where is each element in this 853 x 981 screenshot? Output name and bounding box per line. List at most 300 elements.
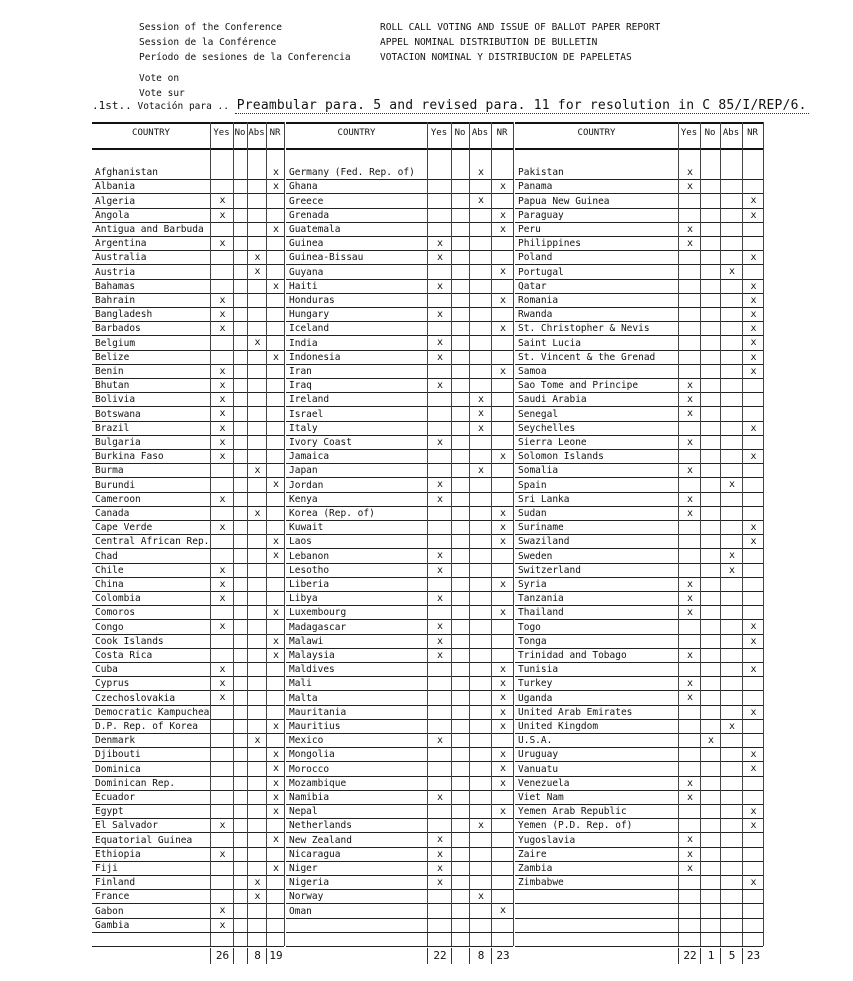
vote-mark-yes: x — [678, 222, 701, 236]
table-row — [515, 747, 763, 762]
vote-mark-nr: x — [742, 818, 764, 832]
vote-cell-abs — [469, 250, 492, 264]
vote-cell-no — [233, 861, 248, 875]
vote-cell-abs — [247, 577, 267, 591]
vote-cell-nr — [266, 662, 285, 676]
vote-mark-nr: x — [742, 634, 764, 648]
vote-cell-yes — [210, 548, 234, 562]
vote-mark-nr: x — [742, 279, 764, 293]
vote-mark-nr: x — [266, 477, 285, 491]
header-yes: Yes — [680, 128, 698, 138]
vote-mark-yes: x — [210, 918, 234, 932]
vote-cell-nr — [266, 918, 285, 932]
table-row — [286, 279, 513, 294]
vote-mark-yes: x — [210, 847, 234, 861]
table-row — [515, 165, 763, 180]
vote-cell-abs — [247, 776, 267, 790]
table-row — [286, 577, 513, 592]
vote-cell-no — [700, 804, 721, 818]
country-name: Guinea — [289, 238, 324, 250]
country-name: Senegal — [518, 408, 559, 420]
table-row — [92, 761, 284, 776]
vote-cell-no — [700, 378, 721, 392]
vote-mark-abs: x — [469, 421, 492, 435]
vote-cell-no — [233, 378, 248, 392]
vote-mark-yes: x — [210, 690, 234, 704]
table-row — [286, 761, 513, 776]
country-name: Botswana — [95, 408, 141, 420]
country-name: Gabon — [95, 905, 124, 917]
country-name: Comoros — [95, 607, 136, 619]
vote-cell-yes — [427, 222, 452, 236]
table-row — [286, 208, 513, 223]
vote-mark-yes: x — [210, 492, 234, 506]
vote-cell-yes — [210, 889, 234, 903]
vote-cell-no — [451, 364, 470, 378]
vote-cell-no — [700, 350, 721, 364]
vote-cell-abs — [720, 648, 743, 662]
vote-cell-abs — [247, 222, 267, 236]
vote-cell-no — [451, 350, 470, 364]
header-no: No — [454, 128, 466, 138]
vote-cell-abs — [720, 492, 743, 506]
country-name: Kuwait — [289, 522, 324, 534]
vote-cell-abs — [720, 818, 743, 832]
vote-cell-abs — [469, 662, 492, 676]
country-name: U.S.A. — [518, 735, 553, 747]
vote-cell-abs — [720, 378, 743, 392]
total-yes: 22 — [427, 948, 452, 964]
vote-cell-nr — [266, 406, 285, 420]
vote-cell-nr — [742, 492, 764, 506]
vote-mark-yes: x — [210, 321, 234, 335]
vote-mark-yes: x — [210, 662, 234, 676]
vote-cell-nr — [491, 563, 514, 577]
vote-cell-yes — [210, 776, 234, 790]
country-name: Gambia — [95, 919, 130, 931]
country-name: Malta — [289, 692, 318, 704]
vote-cell-abs — [247, 719, 267, 733]
vote-cell-abs — [247, 378, 267, 392]
vote-cell-no — [233, 903, 248, 917]
table-row — [92, 548, 284, 563]
total-nr: 19 — [266, 948, 285, 964]
country-name: Togo — [518, 621, 541, 633]
country-name: Israel — [289, 408, 324, 420]
table-row — [515, 463, 763, 478]
country-name: Romania — [518, 294, 559, 306]
vote-cell-no — [233, 350, 248, 364]
table-row — [286, 534, 513, 549]
empty-row — [515, 932, 763, 947]
vote-cell-no — [700, 676, 721, 690]
country-name: Indonesia — [289, 351, 341, 363]
table-row — [515, 690, 763, 705]
vote-cell-no — [233, 676, 248, 690]
table-row — [92, 875, 284, 890]
country-name: Mali — [289, 678, 312, 690]
vote-mark-yes: x — [427, 733, 452, 747]
country-name: Paraguay — [518, 209, 564, 221]
vote-mark-abs: x — [247, 463, 267, 477]
vote-cell-abs — [247, 179, 267, 193]
vote-mark-nr: x — [266, 790, 285, 804]
vote-cell-no — [451, 690, 470, 704]
vote-cell-abs — [469, 307, 492, 321]
vote-cell-no — [233, 662, 248, 676]
table-row — [92, 421, 284, 436]
vote-cell-abs — [720, 208, 743, 222]
country-name: Bahrain — [95, 294, 136, 306]
vote-mark-yes: x — [210, 903, 234, 917]
table-row — [286, 335, 513, 350]
vote-cell-no — [451, 321, 470, 335]
header-abs: Abs — [471, 128, 489, 138]
country-name: Nepal — [289, 806, 318, 818]
vote-cell-yes — [678, 634, 701, 648]
vote-cell-yes — [678, 548, 701, 562]
vote-mark-yes: x — [210, 435, 234, 449]
vote-mark-yes: x — [427, 492, 452, 506]
table-row — [92, 307, 284, 322]
totals-row — [92, 948, 284, 964]
vote-cell-yes — [210, 165, 234, 179]
country-name: Suriname — [518, 522, 564, 534]
vote-cell-nr — [742, 222, 764, 236]
country-name: Fiji — [95, 862, 118, 874]
table-row — [515, 392, 763, 407]
vote-cell-yes — [427, 392, 452, 406]
table-row — [286, 463, 513, 478]
vote-cell-nr — [266, 492, 285, 506]
vote-cell-no — [233, 818, 248, 832]
vote-mark-yes: x — [210, 449, 234, 463]
country-name: Cook Islands — [95, 635, 164, 647]
country-name: Lebanon — [289, 550, 330, 562]
vote-cell-abs — [469, 208, 492, 222]
table-row — [515, 676, 763, 691]
table-row — [286, 236, 513, 251]
vote-cell-no — [451, 193, 470, 207]
header-nr: NR — [269, 128, 281, 138]
table-row — [92, 577, 284, 592]
table-row — [286, 250, 513, 265]
total-yes: 22 — [678, 948, 701, 964]
vote-cell-yes — [210, 705, 234, 719]
vote-cell-abs — [720, 690, 743, 704]
country-name: Belgium — [95, 337, 136, 349]
vote-cell-no — [451, 875, 470, 889]
country-name: D.P. Rep. of Korea — [95, 720, 198, 732]
vote-cell-no — [451, 463, 470, 477]
vote-cell-no — [233, 520, 248, 534]
vote-cell-abs — [720, 619, 743, 633]
vote-cell-abs — [247, 648, 267, 662]
vote-cell-abs — [720, 421, 743, 435]
table-row — [515, 321, 763, 336]
vote-cell-no — [233, 832, 248, 846]
country-name: Cameroon — [95, 493, 141, 505]
vote-mark-abs: x — [469, 818, 492, 832]
vote-cell-nr — [266, 705, 285, 719]
country-name: Italy — [289, 422, 318, 434]
table-row — [286, 179, 513, 194]
vote-cell-nr — [266, 847, 285, 861]
vote-cell-abs — [720, 676, 743, 690]
vote-cell-no — [700, 179, 721, 193]
vote-cell-abs — [469, 733, 492, 747]
vote-cell-abs — [247, 364, 267, 378]
vote-cell-yes — [678, 520, 701, 534]
vote-mark-nr: x — [742, 321, 764, 335]
vote-cell-nr — [742, 264, 764, 278]
vote-cell-nr — [491, 889, 514, 903]
table-row — [92, 818, 284, 833]
vote-cell-yes — [210, 733, 234, 747]
vote-subject: Preambular para. 5 and revised para. 11 for resolution in C 85/I/REP/6. — [236, 98, 807, 113]
table-row — [286, 307, 513, 322]
vote-cell-no — [451, 293, 470, 307]
vote-cell-nr — [742, 790, 764, 804]
country-name: Yemen (P.D. Rep. of) — [518, 820, 633, 832]
vote-cell-nr — [266, 733, 285, 747]
vote-mark-no: x — [700, 733, 721, 747]
vote-cell-yes — [427, 208, 452, 222]
table-row — [515, 477, 763, 492]
vote-cell-abs — [247, 165, 267, 179]
vote-mark-yes: x — [210, 293, 234, 307]
vote-cell-no — [451, 406, 470, 420]
vote-cell-nr — [491, 236, 514, 250]
vote-cell-abs — [720, 250, 743, 264]
country-name: Antigua and Barbuda — [95, 223, 204, 235]
vote-cell-abs — [469, 761, 492, 775]
vote-cell-no — [700, 193, 721, 207]
vote-cell-abs — [720, 705, 743, 719]
table-row — [286, 449, 513, 464]
vote-cell-abs — [247, 392, 267, 406]
table-row — [515, 307, 763, 322]
vote-mark-yes: x — [678, 577, 701, 591]
vote-mark-yes: x — [427, 875, 452, 889]
vote-cell-abs — [720, 747, 743, 761]
country-name: Zaire — [518, 848, 547, 860]
vote-mark-nr: x — [742, 747, 764, 761]
vote-cell-nr — [742, 165, 764, 179]
vote-cell-abs — [469, 690, 492, 704]
vote-cell-no — [700, 449, 721, 463]
vote-cell-yes — [427, 293, 452, 307]
vote-cell-nr — [266, 392, 285, 406]
vote-ordinal: .1st.. — [92, 99, 132, 112]
vote-cell-yes — [210, 761, 234, 775]
country-name: Portugal — [518, 266, 564, 278]
table-row — [92, 832, 284, 847]
country-name: Japan — [289, 465, 318, 477]
vote-cell-no — [451, 236, 470, 250]
country-name: Central African Rep. — [95, 536, 209, 548]
vote-cell-yes — [678, 705, 701, 719]
vote-cell-abs — [469, 321, 492, 335]
country-name: El Salvador — [95, 820, 158, 832]
vote-cell-yes — [678, 733, 701, 747]
table-row — [515, 761, 763, 776]
vote-mark-yes: x — [678, 847, 701, 861]
vote-cell-abs — [469, 747, 492, 761]
vote-cell-nr — [266, 875, 285, 889]
vote-cell-no — [451, 279, 470, 293]
vote-cell-abs — [247, 903, 267, 917]
country-name: Korea (Rep. of) — [289, 507, 375, 519]
vote-mark-abs: x — [720, 719, 743, 733]
vote-cell-no — [233, 364, 248, 378]
vote-cell-no — [233, 236, 248, 250]
vote-cell-no — [451, 506, 470, 520]
vote-cell-yes — [427, 719, 452, 733]
vote-cell-no — [233, 591, 248, 605]
country-name: Zimbabwe — [518, 877, 564, 889]
vote-cell-no — [451, 804, 470, 818]
country-name: Panama — [518, 181, 553, 193]
country-name: Niger — [289, 862, 318, 874]
country-name: Pakistan — [518, 167, 564, 179]
vote-cell-nr — [266, 250, 285, 264]
vote-cell-abs — [720, 293, 743, 307]
table-row — [515, 875, 763, 890]
vote-cell-nr — [491, 790, 514, 804]
vote-cell-no — [700, 506, 721, 520]
table-row — [286, 477, 513, 492]
vote-cell-no — [451, 548, 470, 562]
vote-cell-nr — [742, 690, 764, 704]
vote-cell-nr — [266, 378, 285, 392]
vote-cell-no — [700, 563, 721, 577]
vote-cell-abs — [720, 392, 743, 406]
vote-cell-no — [233, 804, 248, 818]
country-name: Mexico — [289, 735, 324, 747]
vote-cell-nr — [266, 435, 285, 449]
vote-cell-abs — [720, 875, 743, 889]
vote-cell-no — [233, 719, 248, 733]
vote-cell-yes — [427, 449, 452, 463]
country-name: Burkina Faso — [95, 451, 164, 463]
vote-cell-nr — [742, 861, 764, 875]
vote-cell-no — [451, 847, 470, 861]
vote-cell-abs — [247, 662, 267, 676]
vote-cell-nr — [491, 435, 514, 449]
vote-cell-yes — [678, 264, 701, 278]
total-nr: 23 — [491, 948, 514, 964]
vote-cell-nr — [491, 492, 514, 506]
vote-cell-no — [700, 847, 721, 861]
table-row — [92, 705, 284, 720]
vote-cell-yes — [678, 421, 701, 435]
vote-cell-no — [451, 421, 470, 435]
table-row — [286, 264, 513, 279]
vote-cell-yes — [427, 321, 452, 335]
vote-cell-nr — [266, 293, 285, 307]
vote-cell-nr — [491, 392, 514, 406]
country-name: Ghana — [289, 181, 318, 193]
vote-mark-nr: x — [742, 307, 764, 321]
empty-row — [92, 932, 284, 947]
table-row — [286, 648, 513, 663]
header-no: No — [234, 128, 246, 138]
vote-cell-yes — [427, 662, 452, 676]
vote-cell-nr — [266, 676, 285, 690]
table-row — [286, 747, 513, 762]
vote-mark-yes: x — [427, 548, 452, 562]
vote-mark-nr: x — [491, 449, 514, 463]
table-row — [92, 534, 284, 549]
table-row — [286, 563, 513, 578]
table-row — [515, 520, 763, 535]
vote-cell-abs — [469, 350, 492, 364]
country-name: Thailand — [518, 607, 564, 619]
vote-cell-abs — [247, 818, 267, 832]
table-row — [286, 790, 513, 805]
country-name: Costa Rica — [95, 649, 153, 661]
vote-cell-no — [233, 634, 248, 648]
vote-mark-yes: x — [210, 364, 234, 378]
table-row — [92, 264, 284, 279]
vote-cell-abs — [720, 321, 743, 335]
empty-row — [515, 903, 763, 918]
vote-mark-nr: x — [266, 534, 285, 548]
vote-cell-no — [451, 222, 470, 236]
country-table-1 — [92, 122, 284, 966]
vote-mark-yes: x — [678, 832, 701, 846]
table-row — [286, 492, 513, 507]
vote-cell-yes — [427, 520, 452, 534]
vote-mark-yes: x — [678, 605, 701, 619]
vote-cell-yes — [678, 293, 701, 307]
vote-mark-yes: x — [210, 421, 234, 435]
table-row — [515, 236, 763, 251]
table-row — [92, 463, 284, 478]
vote-mark-nr: x — [491, 264, 514, 278]
vote-mark-yes: x — [210, 208, 234, 222]
table-row — [515, 548, 763, 563]
vote-cell-abs — [247, 208, 267, 222]
vote-cell-no — [233, 747, 248, 761]
country-name: Laos — [289, 536, 312, 548]
vote-cell-abs — [720, 761, 743, 775]
vote-cell-abs — [720, 193, 743, 207]
country-name: Egypt — [95, 806, 124, 818]
table-row — [92, 335, 284, 350]
vote-cell-no — [233, 506, 248, 520]
vote-cell-no — [700, 364, 721, 378]
vote-cell-abs — [469, 875, 492, 889]
table-row — [286, 847, 513, 862]
vote-mark-yes: x — [678, 790, 701, 804]
country-name: France — [95, 891, 130, 903]
table-row — [515, 804, 763, 819]
table-row — [92, 449, 284, 464]
vote-cell-abs — [720, 804, 743, 818]
vote-cell-no — [700, 250, 721, 264]
vote-mark-nr: x — [742, 705, 764, 719]
vote-mark-abs: x — [720, 548, 743, 562]
vote-cell-yes — [678, 250, 701, 264]
vote-cell-abs — [247, 520, 267, 534]
vote-cell-no — [233, 790, 248, 804]
vote-mark-yes: x — [210, 193, 234, 207]
vote-cell-no — [700, 222, 721, 236]
vote-cell-no — [451, 648, 470, 662]
vote-cell-yes — [210, 279, 234, 293]
